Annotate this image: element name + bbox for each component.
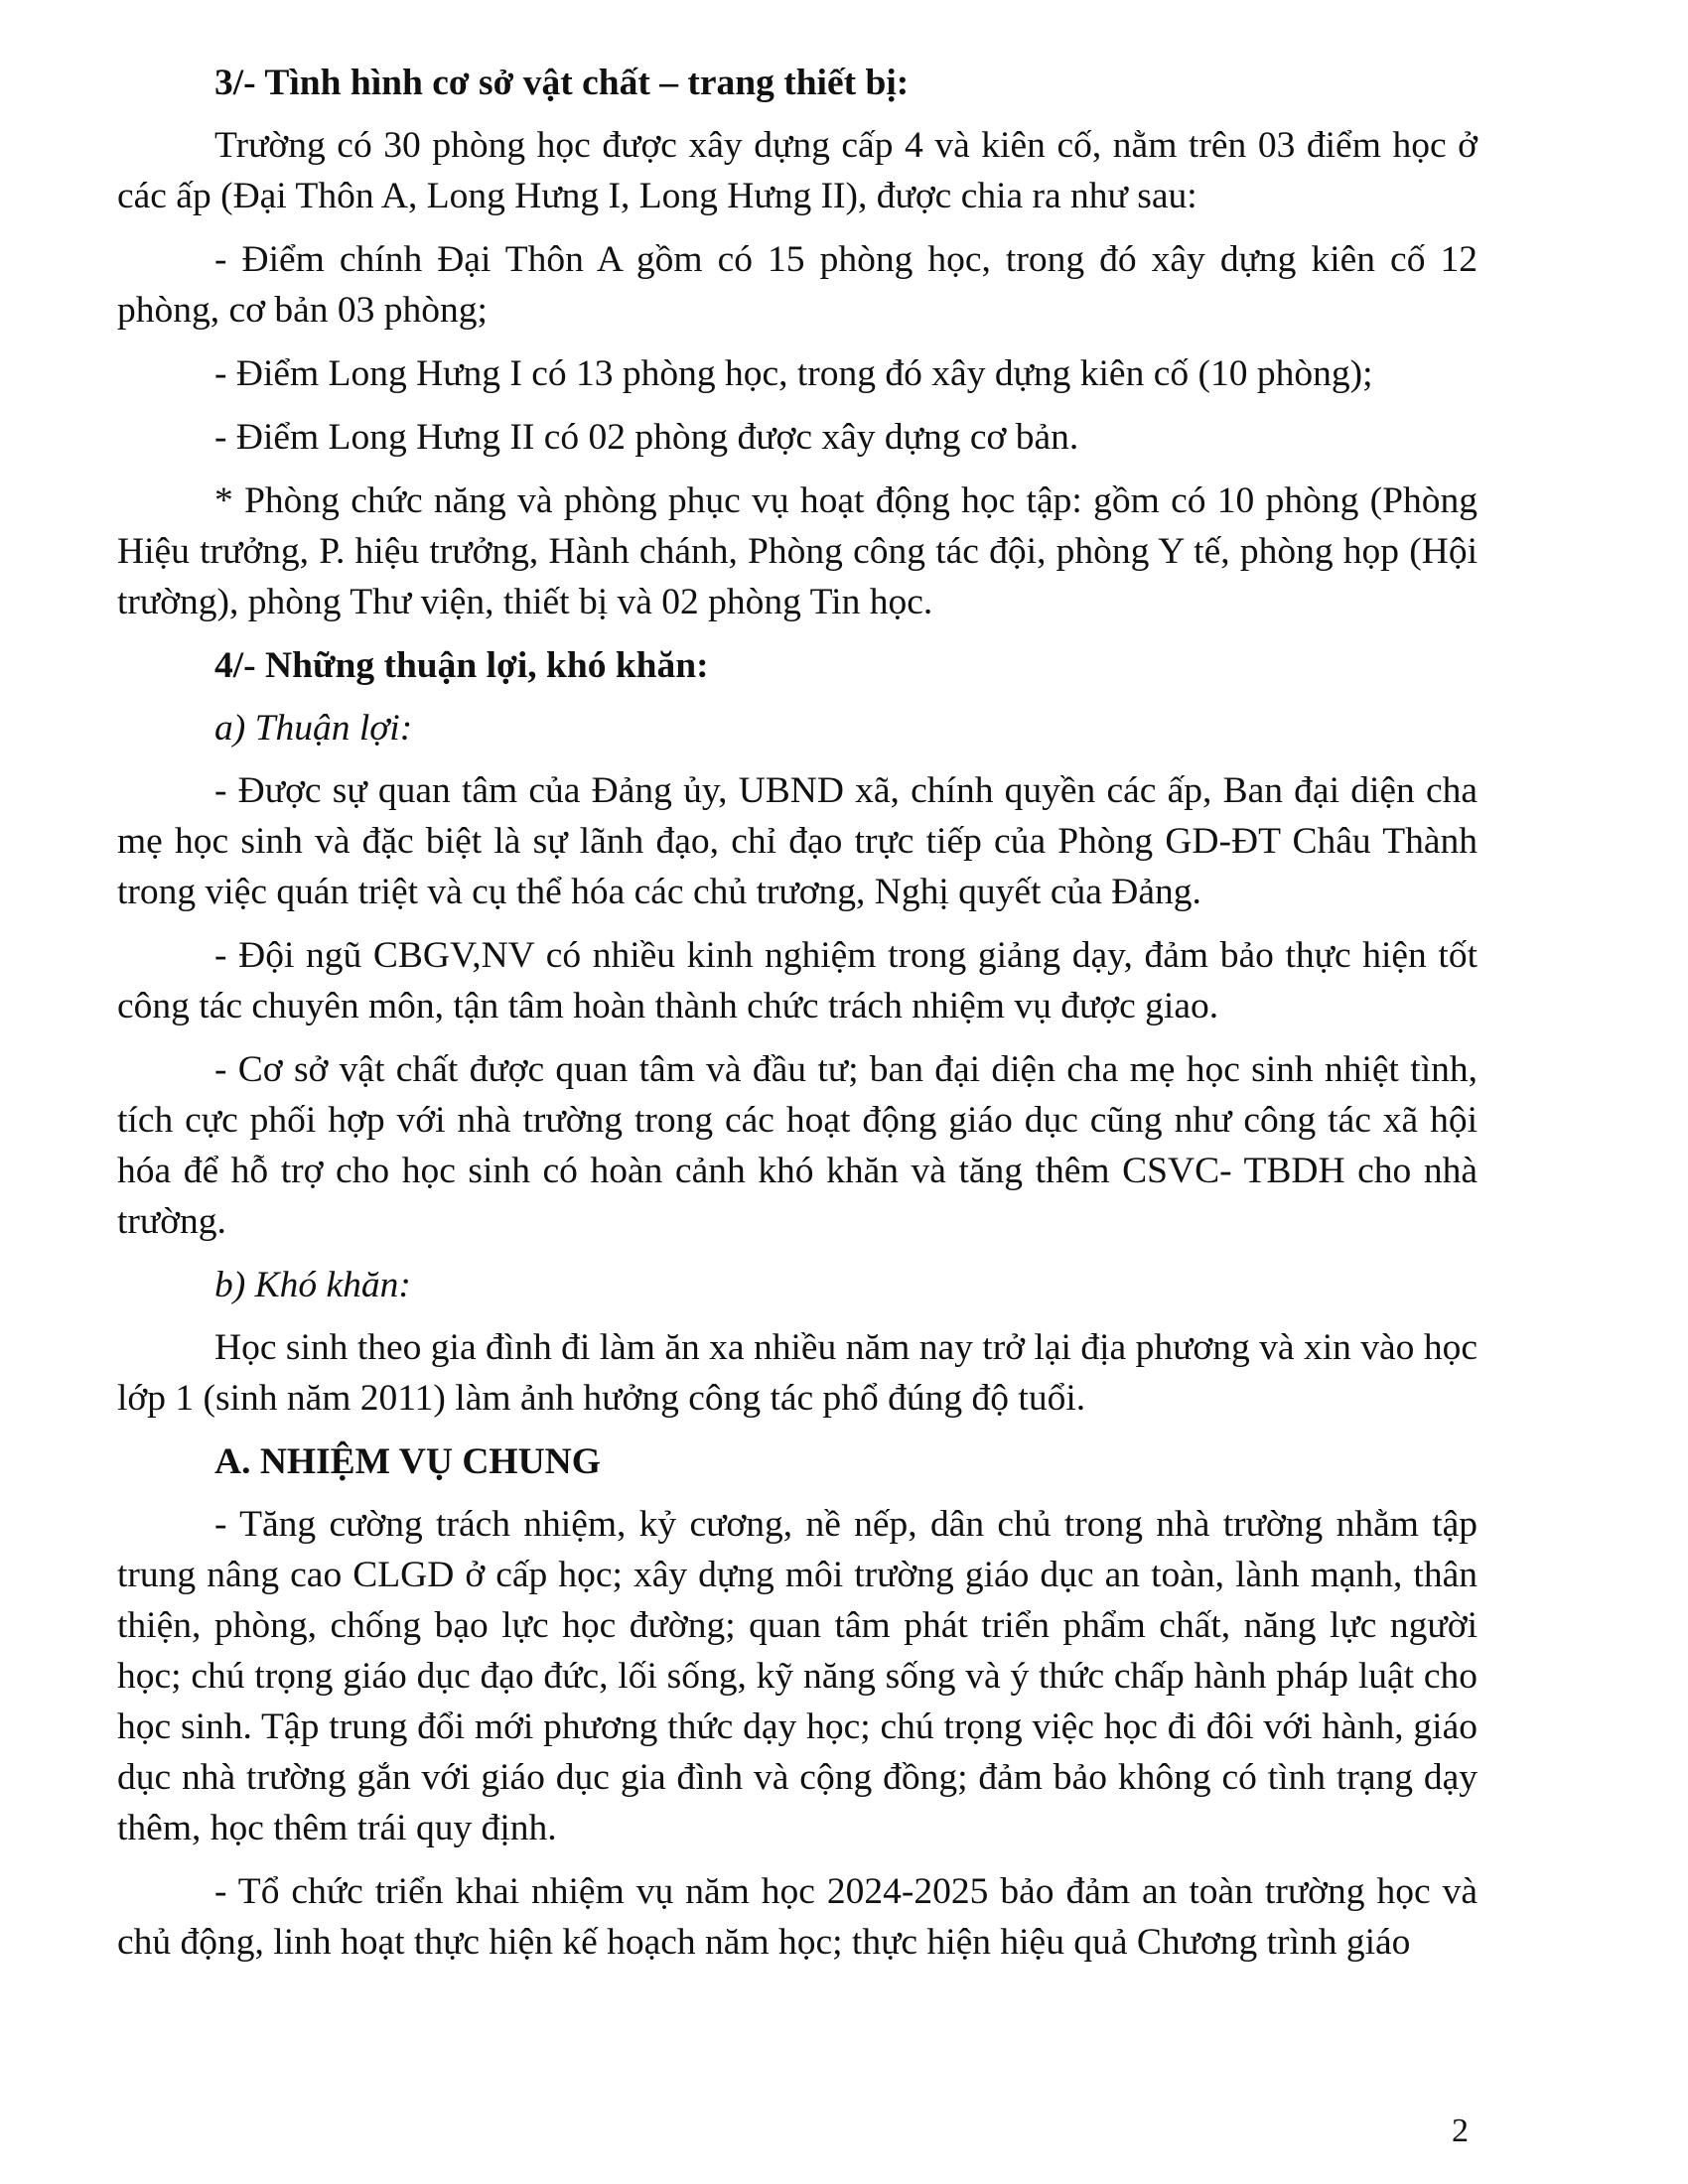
difficulties-subheading: b) Khó khăn: <box>214 1265 411 1305</box>
advantages-subheading: a) Thuận lợi: <box>214 708 413 749</box>
list-item: - Điểm Long Hưng II có 02 phòng được xây dựng cơ bản. <box>214 417 1079 458</box>
section-4-heading: 4/- Những thuận lợi, khó khăn: <box>214 645 709 686</box>
list-item: - Điểm chính Đại Thôn A gồm có 15 phòng học, trong đó xây dựng kiên cố 12 phòng, cơ bản 03 phòng; <box>117 239 1477 331</box>
page-number: 2 <box>1452 2113 1469 2149</box>
list-item: - Tăng cường trách nhiệm, kỷ cương, nề nếp, dân chủ trong nhà trường nhằm tập trung nâng cao CLGD ở cấp học; xây dựng môi trường giáo dục an toàn, lành mạnh, thân thiện, phòng, chống bạo lực học đường; quan tâm phát triển phẩm chất, năng lực người học; chú trọng giáo dục đạo đức, lối sống, kỹ năng sống và ý thức chấp hành pháp luật cho học sinh. Tập trung đổi mới phương thức dạy học; chú trọng việc học đi đôi với hành, giáo dục nhà trường gắn với giáo dục gia đình và cộng đồng; đảm bảo không có tình trạng dạy thêm, học thêm trái quy định. <box>117 1504 1477 1848</box>
list-item: - Đội ngũ CBGV,NV có nhiều kinh nghiệm trong giảng dạy, đảm bảo thực hiện tốt công tác chuyên môn, tận tâm hoàn thành chức trách nhiệm vụ được giao. <box>117 935 1477 1026</box>
list-item: - Cơ sở vật chất được quan tâm và đầu tư; ban đại diện cha mẹ học sinh nhiệt tình, tích cực phối hợp với nhà trường trong các hoạt động giáo dục cũng như công tác xã hội hóa để hỗ trợ cho học sinh có hoàn cảnh khó khăn và tăng thêm CSVC- TBDH cho nhà trường. <box>117 1049 1477 1242</box>
document-page <box>117 58 1477 1980</box>
list-item: - Điểm Long Hưng I có 13 phòng học, trong đó xây dựng kiên cố (10 phòng); <box>214 353 1373 394</box>
paragraph: Trường có 30 phòng học được xây dựng cấp 4 và kiên cố, nằm trên 03 điểm học ở các ấp (Đại Thôn A, Long Hưng I, Long Hưng II), được chia ra như sau: <box>117 125 1477 216</box>
paragraph: Học sinh theo gia đình đi làm ăn xa nhiều năm nay trở lại địa phương và xin vào học lớp 1 (sinh năm 2011) làm ảnh hưởng công tác phổ đúng độ tuổi. <box>117 1327 1477 1419</box>
paragraph: * Phòng chức năng và phòng phục vụ hoạt động học tập: gồm có 10 phòng (Phòng Hiệu trưởng, P. hiệu trưởng, Hành chánh, Phòng công tác đội, phòng Y tế, phòng họp (Hội trường), phòng Thư viện, thiết bị và 02 phòng Tin học. <box>117 480 1477 622</box>
section-3-heading: 3/- Tình hình cơ sở vật chất – trang thiết bị: <box>214 63 910 103</box>
section-a-heading: A. NHIỆM VỤ CHUNG <box>214 1441 601 1482</box>
list-item: - Tổ chức triển khai nhiệm vụ năm học 2024-2025 bảo đảm an toàn trường học và chủ động, linh hoạt thực hiện kế hoạch năm học; thực hiện hiệu quả Chương trình giáo <box>117 1871 1477 1963</box>
list-item: - Được sự quan tâm của Đảng ủy, UBND xã, chính quyền các ấp, Ban đại diện cha mẹ học sinh và đặc biệt là sự lãnh đạo, chỉ đạo trực tiếp của Phòng GD-ĐT Châu Thành trong việc quán triệt và cụ thể hóa các chủ trương, Nghị quyết của Đảng. <box>117 770 1477 912</box>
